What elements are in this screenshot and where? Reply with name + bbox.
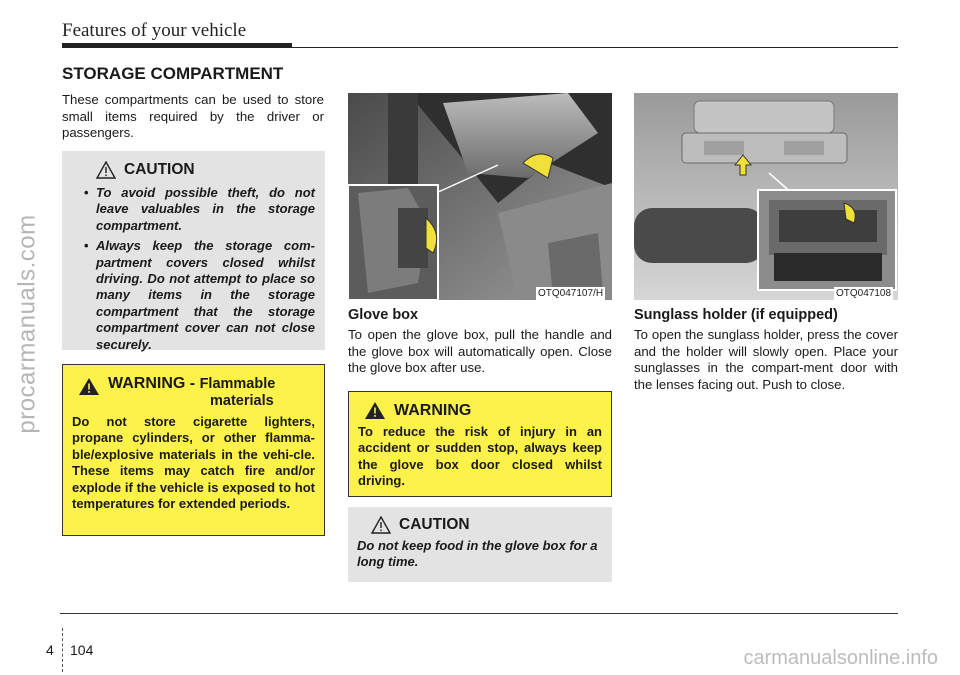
warning-subtitle-2: materials [210,393,274,409]
header-rule [292,47,898,48]
warning-heading [78,375,315,409]
footer-separator [62,628,63,672]
page-number: 104 [70,642,94,658]
section-title: STORAGE COMPARTMENT [62,64,284,83]
header-bar [62,43,292,48]
glove-box-photo [348,93,612,300]
bottom-watermark: carmanualsonline.info [743,647,938,669]
warning-triangle-icon [364,401,386,420]
sunglass-holder-title: Sunglass holder (if equipped) [634,307,838,323]
sunglass-holder-photo [634,93,898,300]
caution-item: • To avoid possible theft, do not leave valuables in the storage compartment. [72,185,315,234]
glove-box-image-code: OTQ047107/H [538,288,604,299]
running-header: Features of your vehicle [62,20,247,41]
caution-heading [96,161,315,179]
warning-body: Do not store cigarette lighters, propane cylinders, or other flamma-ble/explosive materials in the vehi-cle. These items may catch fire and/or explode if the vehicle is exposed to hot temperatures for extended periods. [72,414,315,512]
caution-title: CAUTION [124,161,195,178]
caution-list [72,185,315,353]
caution-triangle-icon [371,516,391,534]
flammable-warning-box [62,364,325,536]
caution-body: Do not keep food in the glove box for a long time. [357,538,598,570]
glove-box-title: Glove box [348,307,419,323]
caution-box [62,151,325,350]
chapter-number: 4 [46,642,54,658]
caution-triangle-icon [96,161,116,179]
warning-body: To reduce the risk of injury in an accident or sudden stop, always keep the glove box door closed whilst driving. [358,424,602,489]
footer-rule [60,613,898,614]
caution-title: CAUTION [399,516,470,533]
warning-label: WARNING - [108,375,196,392]
glove-box-caution [348,507,612,582]
glove-box-warning [348,391,612,497]
caution-heading [371,516,603,534]
sunglass-image-code: OTQ047108 [836,288,892,299]
glove-box-text: To open the glove box, pull the handle and the glove box will automatically open. Close the glove box after use. [348,327,612,376]
side-watermark: procarmanuals.com [13,214,41,434]
caution-item: • Always keep the storage com-partment covers closed whilst driving. Do not attempt to place so many items in the storage compartment that the storage compartment cover can not close securely. [72,238,315,353]
intro-paragraph: These compartments can be used to store small items required by the driver or passengers. [62,92,324,140]
sunglass-holder-text: To open the sunglass holder, press the cover and the holder will slowly open. Place your sunglasses in the compart-ment door with the lenses facing out. Push to close. [634,327,898,392]
warning-heading [364,401,602,420]
warning-subtitle-1: Flammable [199,376,276,392]
warning-triangle-icon [78,377,100,396]
warning-title: WARNING [394,401,472,419]
